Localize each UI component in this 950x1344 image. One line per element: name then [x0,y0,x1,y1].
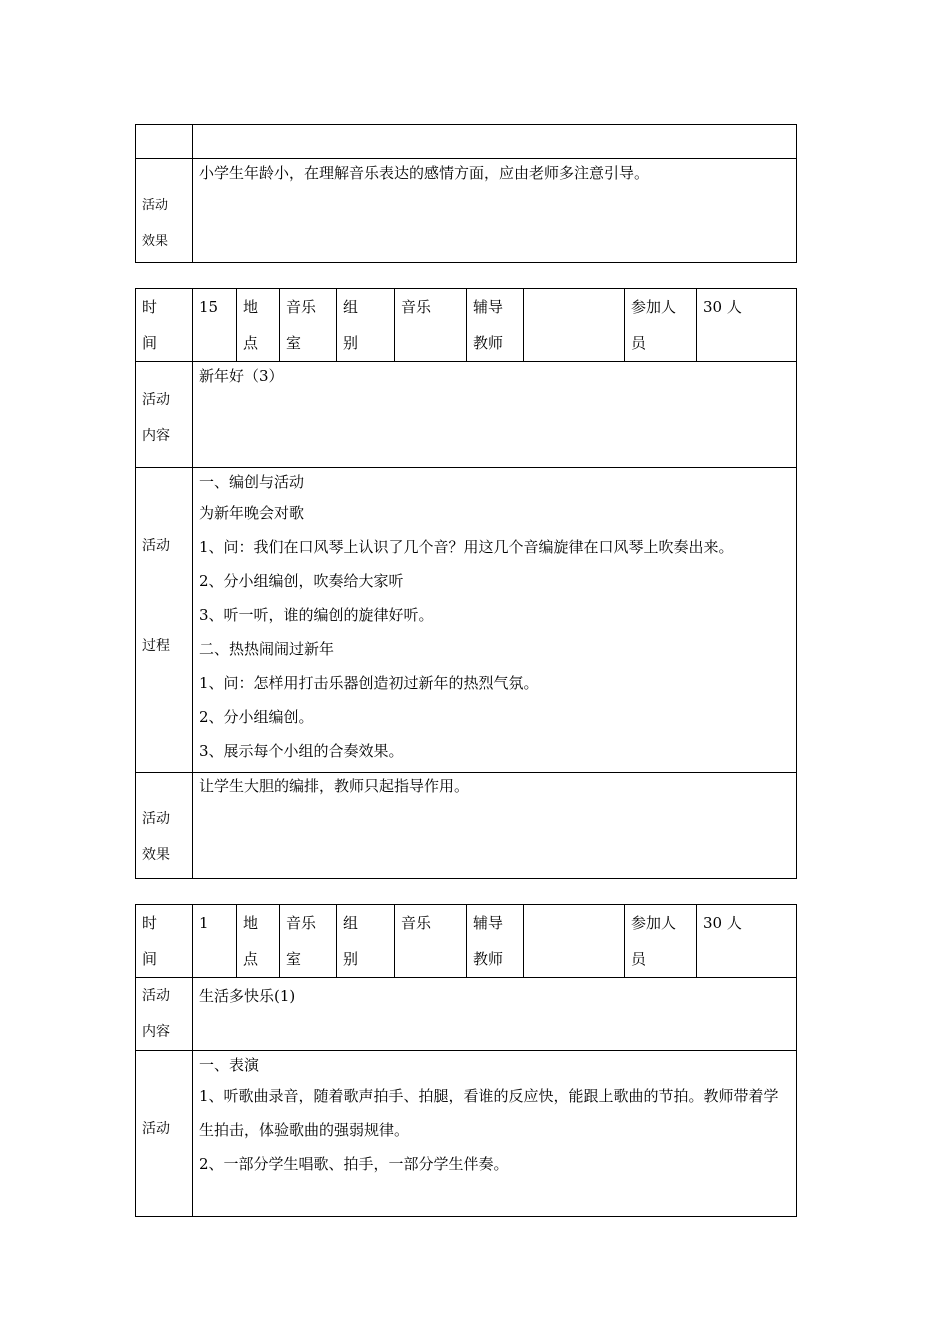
teacher-value [524,905,625,978]
process-line: 1、问：怎样用打击乐器创造初过新年的热烈气氛。 [199,674,539,692]
teacher-value [524,289,625,362]
process-label-2: 过程 [142,638,170,654]
place-label-1: 地 [243,914,259,932]
group-value: 音乐 [395,289,467,362]
place-value [280,289,337,362]
effect-label-line2: 效果 [142,234,169,249]
teacher-label-2: 教师 [473,950,504,968]
time-label [136,905,193,978]
process-line: 3、听一听，谁的编创的旋律好听。 [199,606,434,624]
process-label-gap [142,564,186,628]
process-text [193,468,797,773]
time-label-2: 间 [142,950,158,968]
process-label-1: 活动 [142,538,170,554]
content-label-2: 内容 [142,1024,170,1040]
teacher-label-1: 辅导 [473,298,504,316]
process-line: 一、表演 [199,1056,260,1074]
group-label-2: 别 [343,334,359,352]
effect-text [193,159,797,263]
place-label-1: 地 [243,298,259,316]
content-label [136,978,193,1051]
effect-text: 让学生大胆的编排，教师只起指导作用。 [193,773,797,879]
teacher-label [467,905,524,978]
place-label [237,289,280,362]
group-label [337,905,395,978]
content-text: 新年好（3） [193,362,797,468]
process-label [136,468,193,773]
place-value [280,905,337,978]
place-value-1: 音乐 [286,298,317,316]
empty-value-cell [193,125,797,159]
participants-value: 30 人 [697,289,797,362]
time-value: 15 [193,289,237,362]
group-label-1: 组 [343,914,359,932]
record-table-3 [135,904,797,1217]
content-label-1: 活动 [142,392,170,408]
process-line: 3、展示每个小组的合奏效果。 [199,742,404,760]
time-label-2: 间 [142,334,158,352]
empty-label-cell [136,125,193,159]
process-line: 1、听歌曲录音，随着歌声拍手、拍腿，看谁的反应快，能跟上歌曲的节拍。教师带着学生拍击，体验歌曲的强弱规律。 [199,1087,779,1139]
place-value-1: 音乐 [286,914,317,932]
teacher-label-1: 辅导 [473,914,504,932]
teacher-label-2: 教师 [473,334,504,352]
process-text [193,1051,797,1217]
group-value: 音乐 [395,905,467,978]
effect-label [136,159,193,263]
content-text: 生活多快乐(1) [193,978,797,1051]
group-label [337,289,395,362]
process-label [136,1051,193,1217]
place-value-2: 室 [286,950,302,968]
place-label-2: 点 [243,334,259,352]
process-line: 2、分小组编创。 [199,708,314,726]
process-line: 为新年晚会对歌 [199,504,305,522]
process-line: 1、问：我们在口风琴上认识了几个音？用这几个音编旋律在口风琴上吹奏出来。 [199,538,734,556]
participants-label [625,289,697,362]
participants-label-1: 参加人 [631,298,677,316]
time-label [136,289,193,362]
record-table-1 [135,124,797,263]
participants-label [625,905,697,978]
place-value-2: 室 [286,334,302,352]
process-line: 2、分小组编创，吹奏给大家听 [199,572,404,590]
participants-label-2: 员 [631,950,647,968]
group-label-2: 别 [343,950,359,968]
effect-label-1: 活动 [142,811,170,827]
effect-label [136,773,193,879]
content-label-1: 活动 [142,988,170,1004]
effect-label-line1: 活动 [142,198,169,213]
teacher-label [467,289,524,362]
time-label-1: 时 [142,914,158,932]
place-label [237,905,280,978]
time-value: 1 [193,905,237,978]
content-label [136,362,193,468]
content-label-2: 内容 [142,428,170,444]
effect-text-line: 小学生年龄小，在理解音乐表达的感情方面，应由老师多注意引导。 [199,164,650,182]
process-line: 一、编创与活动 [199,473,305,491]
participants-value: 30 人 [697,905,797,978]
effect-label-2: 效果 [142,847,170,863]
time-label-1: 时 [142,298,158,316]
process-line: 2、一部分学生唱歌、拍手，一部分学生伴奏。 [199,1155,509,1173]
group-label-1: 组 [343,298,359,316]
participants-label-1: 参加人 [631,914,677,932]
place-label-2: 点 [243,950,259,968]
process-label-1: 活动 [142,1121,170,1137]
record-table-2 [135,288,797,879]
process-line: 二、热热闹闹过新年 [199,640,335,658]
participants-label-2: 员 [631,334,647,352]
